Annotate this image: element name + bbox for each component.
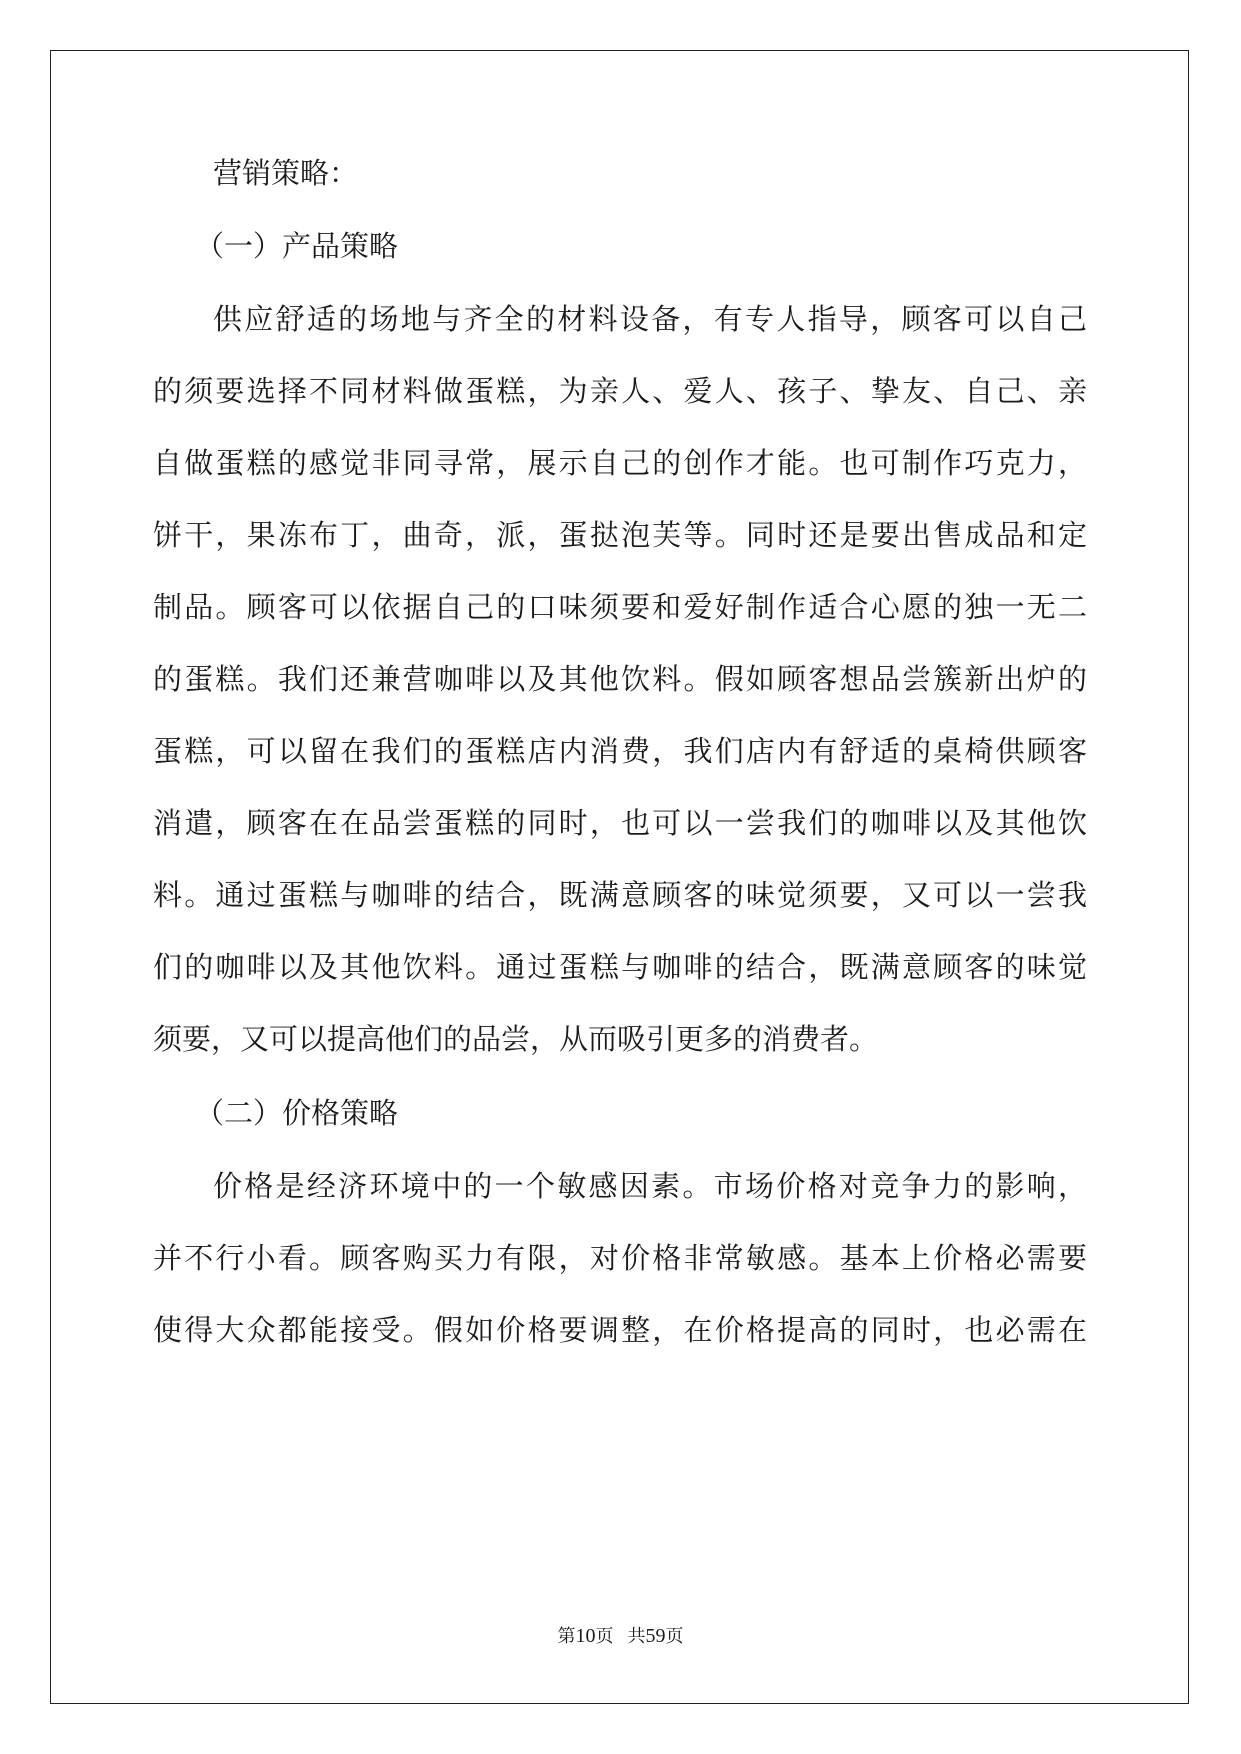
total-suffix: 页 (665, 1626, 684, 1647)
page-current-number: 10 (575, 1625, 596, 1647)
section-title-price-strategy: （二）价格策略 (195, 1096, 399, 1130)
total-prefix: 共 (627, 1626, 646, 1647)
paragraph-line: 们的咖啡以及其他饮料。通过蛋糕与咖啡的结合，既满意顾客的味觉 (153, 950, 1087, 984)
page-suffix: 页 (595, 1626, 614, 1647)
section-title-product-strategy: （一）产品策略 (195, 229, 399, 263)
paragraph-line: 的蛋糕。我们还兼营咖啡以及其他饮料。假如顾客想品尝簇新出炉的 (153, 662, 1087, 696)
paragraph-line: 消遣，顾客在在品尝蛋糕的同时，也可以一尝我们的咖啡以及其他饮 (153, 806, 1087, 840)
paragraph-line: 蛋糕，可以留在我们的蛋糕店内消费，我们店内有舒适的桌椅供顾客 (153, 734, 1087, 768)
paragraph-line: 料。通过蛋糕与咖啡的结合，既满意顾客的味觉须要，又可以一尝我 (153, 878, 1087, 912)
paragraph-line: 自做蛋糕的感觉非同寻常，展示自己的创作才能。也可制作巧克力， (153, 446, 1087, 480)
page-footer (0, 1624, 1241, 1649)
page-prefix: 第 (557, 1626, 576, 1647)
page-total-number: 59 (645, 1625, 666, 1647)
paragraph-line: 须要，又可以提高他们的品尝，从而吸引更多的消费者。 (153, 1022, 879, 1056)
heading-marketing-strategy: 营销策略： (213, 156, 359, 190)
paragraph-line: 价格是经济环境中的一个敏感因素。市场价格对竞争力的影响， (213, 1169, 1087, 1203)
paragraph-line: 使得大众都能接受。假如价格要调整，在价格提高的同时，也必需在 (153, 1313, 1087, 1347)
paragraph-line: 的须要选择不同材料做蛋糕，为亲人、爱人、孩子、挚友、自己、亲 (153, 374, 1087, 408)
paragraph-line: 饼干，果冻布丁，曲奇，派，蛋挞泡芙等。同时还是要出售成品和定 (153, 518, 1087, 552)
paragraph-line: 并不行小看。顾客购买力有限，对价格非常敏感。基本上价格必需要 (153, 1241, 1087, 1275)
paragraph-line: 供应舒适的场地与齐全的材料设备，有专人指导，顾客可以自己 (213, 302, 1087, 336)
paragraph-line: 制品。顾客可以依据自己的口味须要和爱好制作适合心愿的独一无二 (153, 590, 1087, 624)
